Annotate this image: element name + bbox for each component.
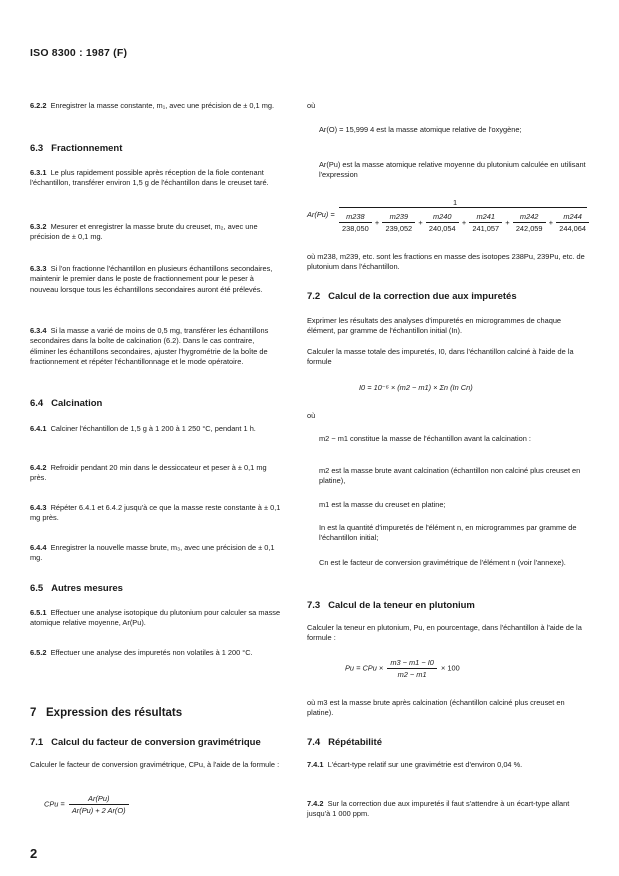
page-header: ISO 8300 : 1987 (F) bbox=[30, 47, 128, 59]
paragraph-6-2-2: 6.2.2 Enregistrer la masse constante, m₁, avec une précision de ± 0,1 mg. bbox=[30, 101, 275, 110]
isotope-fraction: m242 bbox=[513, 212, 546, 223]
paragraph-6-3-3: 6.3.3 Si l'on fractionne l'échantillon en plusieurs échantillons secondaires, maintenir le premier dans le poste de fractionnement pour le peser à nouveau lorsque tous les échantillons secondaires auront été prélevés. bbox=[30, 264, 273, 294]
paragraph-6-5-2: 6.5.2 Effectuer une analyse des impuretés non volatiles à 1 200 °C. bbox=[30, 648, 253, 657]
paragraph-7-1: Calculer le facteur de conversion gravimétrique, CPu, à l'aide de la formule : bbox=[30, 760, 280, 769]
paragraph-7-2-a: Exprimer les résultats des analyses d'impuretés en microgrammes de chaque élément, par gramme de l'échantillon initial (In). bbox=[307, 316, 562, 336]
heading-7-2: 7.2 Calcul de la correction due aux impuretés bbox=[307, 291, 517, 302]
formula-lhs: Ar(Pu) = bbox=[307, 210, 335, 219]
paragraph-7-2-b: Calculer la masse totale des impuretés, I0, dans l'échantillon calciné à l'aide de la formule bbox=[307, 347, 574, 367]
def-m1: m1 est la masse du creuset en platine; bbox=[319, 500, 446, 509]
isotope-fraction: m239 bbox=[382, 212, 415, 223]
where-7-3: où m3 est la masse brute après calcination (échantillon calciné plus creuset en platine). bbox=[307, 698, 565, 718]
heading-7-3: 7.3 Calcul de la teneur en plutonium bbox=[307, 600, 475, 611]
isotope-term bbox=[469, 212, 502, 233]
isotope-mass: 239,052 bbox=[385, 224, 413, 233]
isotope-fraction: m238 bbox=[339, 212, 372, 223]
plus-sign: + bbox=[548, 218, 554, 227]
isotope-term bbox=[556, 212, 589, 233]
isotope-term bbox=[513, 212, 546, 233]
formula-main-bar bbox=[339, 207, 587, 208]
paragraph-6-3-2: 6.3.2 Mesurer et enregistrer la masse brute du creuset, m₂, avec une précision de ± 0,1 mg. bbox=[30, 222, 258, 242]
isotope-term bbox=[426, 212, 459, 233]
heading-6-3: 6.3 Fractionnement bbox=[30, 143, 123, 154]
formula-terms bbox=[339, 212, 589, 233]
def-m2: m2 est la masse brute avant calcination (échantillon non calciné plus creuset en platine), bbox=[319, 466, 581, 486]
heading-7-1: 7.1 Calcul du facteur de conversion gravimétrique bbox=[30, 737, 261, 748]
where-1: où bbox=[307, 101, 316, 110]
paragraph-6-3-1: 6.3.1 Le plus rapidement possible après réception de la fiole contenant l'échantillon, transférer environ 1,5 g de l'échantillon dans le creuset taré. bbox=[30, 168, 269, 188]
isotope-mass: 241,057 bbox=[472, 224, 500, 233]
plus-sign: + bbox=[374, 218, 380, 227]
paragraph-7-4-2: 7.4.2 Sur la correction due aux impuretés il faut s'attendre à un écart-type allant jusqu'à 1 000 ppm. bbox=[307, 799, 570, 819]
isotope-fraction: m241 bbox=[469, 212, 502, 223]
def-cn: Cn est le facteur de conversion gravimétrique de l'élément n (voir l'annexe). bbox=[319, 558, 566, 567]
heading-7-4: 7.4 Répétabilité bbox=[307, 737, 382, 748]
page-number: 2 bbox=[30, 846, 38, 861]
paragraph-6-4-2: 6.4.2 Refroidir pendant 20 min dans le dessiccateur et peser à ± 0,1 mg près. bbox=[30, 463, 267, 483]
def-ar-o: Ar(O) = 15,999 4 est la masse atomique relative de l'oxygène; bbox=[319, 125, 522, 134]
paragraph-6-4-1: 6.4.1 Calciner l'échantillon de 1,5 g à 1 200 à 1 250 °C, pendant 1 h. bbox=[30, 424, 256, 433]
heading-6-5: 6.5 Autres mesures bbox=[30, 583, 123, 594]
paragraph-6-4-4: 6.4.4 Enregistrer la nouvelle masse brute, m₃, avec une précision de ± 0,1 mg. bbox=[30, 543, 275, 563]
heading-6-4: 6.4 Calcination bbox=[30, 398, 103, 409]
isotope-term bbox=[382, 212, 415, 233]
isotope-fraction: m240 bbox=[426, 212, 459, 223]
paragraph-6-5-1: 6.5.1 Effectuer une analyse isotopique du plutonium pour calculer sa masse atomique relative moyenne, Ar(Pu). bbox=[30, 608, 281, 628]
formula-pu: Pu = CPu × $\frac{m3 - m1 - I0}{m2 - m1}$ × 100 bbox=[345, 658, 460, 679]
plus-sign: + bbox=[418, 218, 423, 227]
plus-sign: + bbox=[461, 218, 467, 227]
plus-sign: + bbox=[505, 218, 510, 227]
heading-7: 7 Expression des résultats bbox=[30, 707, 183, 719]
isotope-fraction: m244 bbox=[556, 212, 589, 223]
isotope-mass: 238,050 bbox=[342, 224, 369, 233]
isotope-mass: 240,054 bbox=[428, 224, 456, 233]
paragraph-7-4-1: 7.4.1 L'écart-type relatif sur une gravimétrie est d'environ 0,04 %. bbox=[307, 760, 523, 769]
formula-one: 1 bbox=[453, 198, 458, 207]
formula-i0: I0 = 10⁻⁶ × (m2 − m1) × Σn (In Cn) bbox=[359, 383, 473, 392]
isotope-term bbox=[339, 212, 372, 233]
paragraph-6-4-3: 6.4.3 Répéter 6.4.1 et 6.4.2 jusqu'à ce que la masse reste constante à ± 0,1 mg près. bbox=[30, 503, 281, 523]
def-m2-m1: m2 − m1 constitue la masse de l'échantillon avant la calcination : bbox=[319, 434, 531, 443]
isotope-mass: 244,064 bbox=[559, 224, 586, 233]
formula-cpu: CPu = $\frac{Ar(Pu)}{Ar(Pu) + 2 Ar(O)}$ bbox=[44, 794, 129, 815]
paragraph-7-3: Calculer la teneur en plutonium, Pu, en pourcentage, dans l'échantillon à l'aide de la formule : bbox=[307, 623, 582, 643]
def-in: In est la quantité d'impuretés de l'élément n, en microgrammes par gramme de l'échantillon initial; bbox=[319, 523, 577, 543]
def-ar-pu: Ar(Pu) est la masse atomique relative moyenne du plutonium calculée en utilisant l'expression bbox=[319, 160, 586, 180]
paragraph-6-3-4: 6.3.4 Si la masse a varié de moins de 0,5 mg, transférer les échantillons secondaires dans la boîte de calcination (6.2). Dans le cas contraire, éliminer les échantillons secondaires, ajuster l'hygrométrie de la boîte de fractionnement et répéter l'échantillonnage et le mode opératoire. bbox=[30, 326, 269, 367]
isotope-mass: 242,059 bbox=[515, 224, 543, 233]
where-2: où bbox=[307, 411, 316, 420]
where-isotopes: où m238, m239, etc. sont les fractions en masse des isotopes 238Pu, 239Pu, etc. de plutonium dans l'échantillon. bbox=[307, 252, 585, 272]
